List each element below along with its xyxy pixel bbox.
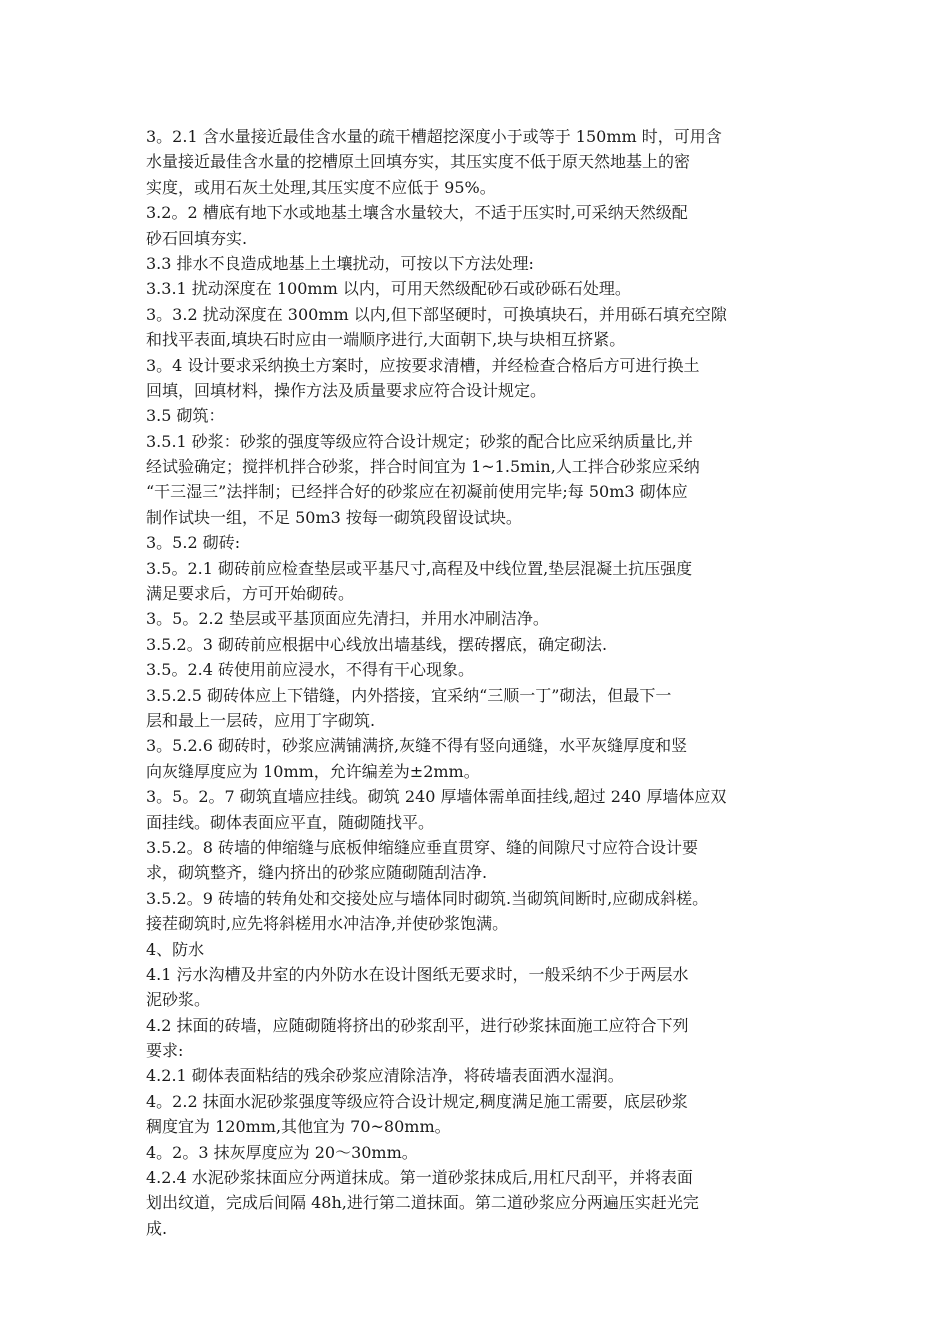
text-line: 3。5。2.2 垫层或平基顶面应先清扫，并用水冲刷洁净。	[146, 609, 549, 629]
text-line: 4.2.1 砌体表面粘结的残余砂浆应清除洁净，将砖墙表面洒水湿润。	[146, 1066, 624, 1086]
text-line: 3.5 砌筑：	[146, 406, 225, 426]
text-line: 3。5.2 砌砖:	[146, 533, 241, 553]
text-line: 3.5.1 砂浆：砂浆的强度等级应符合设计规定；砂浆的配合比应采纳质量比,并	[146, 431, 693, 451]
text-line: 经试验确定；搅拌机拌合砂浆，拌合时间宜为 1~1.5min,人工拌合砂浆应采纳	[146, 457, 700, 477]
text-line: 4.1 污水沟槽及井室的内外防水在设计图纸无要求时，一般采纳不少于两层水	[146, 964, 689, 984]
text-line: 4.2 抹面的砖墙，应随砌随将挤出的砂浆刮平，进行砂浆抹面施工应符合下列	[146, 1015, 689, 1035]
text-line: 4。2。3 抹灰厚度应为 20～30mm。	[146, 1142, 418, 1162]
text-line: 3。5.2.6 砌砖时，砂浆应满铺满挤,灰缝不得有竖向通缝，水平灰缝厚度和竖	[146, 736, 688, 756]
text-line: 满足要求后，方可开始砌砖。	[146, 584, 355, 604]
text-line: 3.5。2.4 砖使用前应浸水，不得有干心现象。	[146, 660, 474, 680]
text-line: 3.5.2。8 砖墙的伸缩缝与底板伸缩缝应垂直贯穿、缝的间隙尺寸应符合设计要	[146, 837, 698, 857]
text-line: 3.3.1 扰动深度在 100mm 以内，可用天然级配砂石或砂砾石处理。	[146, 279, 631, 299]
text-line: 3。5。2。7 砌筑直墙应挂线。砌筑 240 厚墙体需单面挂线,超过 240 厚墙体应双	[146, 787, 727, 807]
text-line: 4.2.4 水泥砂浆抹面应分两道抹成。第一道砂浆抹成后,用杠尺刮平，并将表面	[146, 1168, 693, 1188]
text-line: 求，砌筑整齐，缝内挤出的砂浆应随砌随刮洁净.	[146, 863, 488, 883]
text-line: 划出纹道，完成后间隔 48h,进行第二道抹面。第二道砂浆应分两遍压实赶光完	[146, 1193, 699, 1213]
text-line: 要求:	[146, 1041, 184, 1061]
text-line: 3.5.2.5 砌砖体应上下错缝，内外搭接，宜采纳“三顺一丁”砌法，但最下一	[146, 685, 672, 705]
text-line: 砂石回填夯实.	[146, 228, 248, 248]
text-line: 4、防水	[146, 939, 205, 959]
text-line: 3.2。2 槽底有地下水或地基土壤含水量较大，不适于压实时,可采纳天然级配	[146, 203, 688, 223]
text-line: 回填，回填材料，操作方法及质量要求应符合设计规定。	[146, 380, 547, 400]
text-line: 稠度宜为 120mm,其他宜为 70~80mm。	[146, 1117, 451, 1137]
text-line: 3。4 设计要求采纳换土方案时，应按要求清槽，并经检查合格后方可进行换土	[146, 355, 700, 375]
text-line: 接茬砌筑时,应先将斜槎用水冲洁净,并使砂浆饱满。	[146, 914, 509, 934]
text-line: 向灰缝厚度应为 10mm，允许编差为±2mm。	[146, 761, 480, 781]
text-line: 实度，或用石灰土处理,其压实度不应低于 95%。	[146, 177, 496, 197]
text-line: 成.	[146, 1218, 168, 1238]
text-line: 3.5。2.1 砌砖前应检查垫层或平基尺寸,高程及中线位置,垫层混凝土抗压强度	[146, 558, 693, 578]
text-line: 3。2.1 含水量接近最佳含水量的疏干槽超挖深度小于或等于 150mm 时，可用含	[146, 127, 722, 146]
text-line: 3。3.2 扰动深度在 300mm 以内,但下部坚硬时，可换填块石，并用砾石填充空隙	[146, 304, 727, 324]
text-line: 制作试块一组，不足 50m3 按每一砌筑段留设试块。	[146, 507, 522, 527]
text-line: 3.5.2。9 砖墙的转角处和交接处应与墙体同时砌筑.当砌筑间断时,应砌成斜槎。	[146, 888, 709, 908]
text-line: “干三湿三”法拌制；已经拌合好的砂浆应在初凝前使用完毕;每 50m3 砌体应	[146, 482, 688, 502]
text-line: 4。2.2 抹面水泥砂浆强度等级应符合设计规定,稠度满足施工需要，底层砂浆	[146, 1091, 688, 1111]
document-body	[146, 124, 826, 1241]
text-line: 和找平表面,填块石时应由一端顺序进行,大面朝下,块与块相互挤紧。	[146, 330, 626, 350]
text-line: 面挂线。砌体表面应平直，随砌随找平。	[146, 812, 435, 832]
text-line: 水量接近最佳含水量的挖槽原土回填夯实，其压实度不低于原天然地基上的密	[146, 152, 691, 172]
text-line: 3.5.2。3 砌砖前应根据中心线放出墙基线，摆砖撂底，确定砌法.	[146, 634, 608, 654]
text-line: 层和最上一层砖，应用丁字砌筑.	[146, 710, 376, 730]
text-line: 3.3 排水不良造成地基上土壤扰动，可按以下方法处理:	[146, 253, 534, 273]
text-line: 泥砂浆。	[146, 990, 211, 1010]
